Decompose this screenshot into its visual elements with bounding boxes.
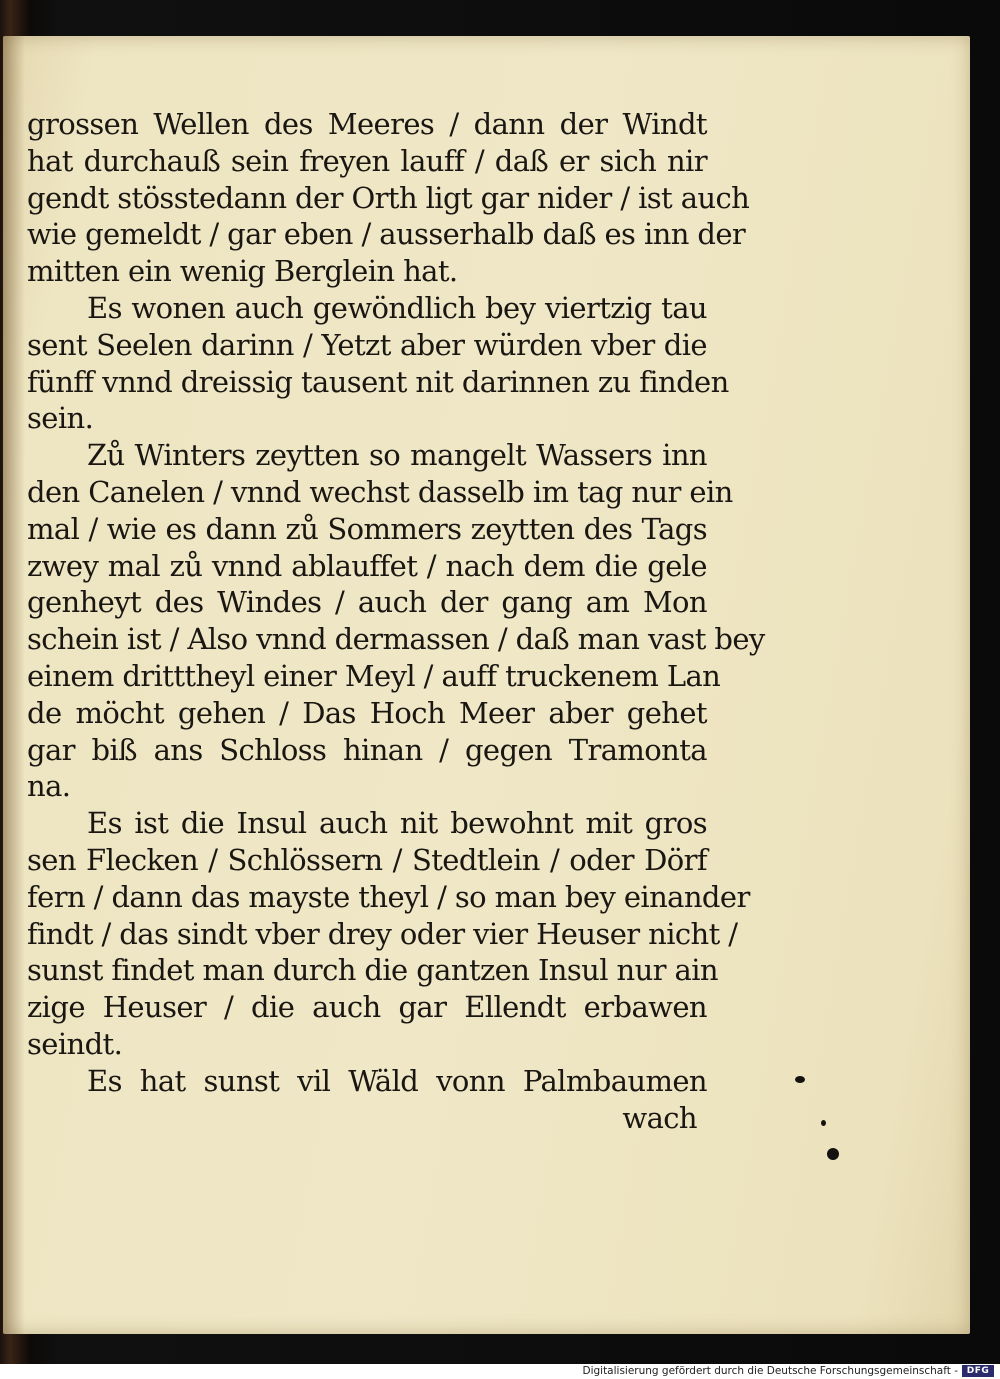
text-line: sunst findet man durch die gantzen Insul nur ain (27, 953, 719, 988)
text-line: zige Heuser / die auch gar Ellendt erbawen (27, 990, 707, 1025)
ink-speck (821, 1120, 826, 1126)
text-line: fünff vnnd dreissig tausent nit darinnen zu finden (27, 364, 729, 399)
ink-speck (795, 1076, 805, 1083)
funding-credit: Digitalisierung gefördert durch die Deutsche Forschungsgemeinschaft - (582, 1365, 958, 1377)
text-line: mitten ein wenig Berglein hat. (27, 254, 458, 289)
text-line: de möcht gehen / Das Hoch Meer aber gehet (27, 695, 707, 730)
text-line: einem dritttheyl einer Meyl / auff truckenem Lan (27, 658, 721, 693)
text-line: na. (27, 769, 71, 804)
text-line: grossen Wellen des Meeres / dann der Windt (27, 107, 707, 141)
text-line: fern / dann das mayste theyl / so man bey einander (27, 879, 750, 914)
text-line: genheyt des Windes / auch der gang am Mon (27, 585, 707, 620)
text-line: gar biß ans Schloss hinan / gegen Tramonta (27, 732, 707, 767)
text-line: sen Flecken / Schlössern / Stedtlein / oder Dörf (27, 842, 707, 877)
text-line: Es ist die Insul auch nit bewohnt mit gros (87, 806, 707, 841)
text-line: wie gemeldt / gar eben / ausserhalb daß es inn der (27, 217, 746, 252)
ink-speck (827, 1148, 839, 1160)
text-line: seindt. (27, 1026, 123, 1061)
dfg-logo: DFG (962, 1365, 994, 1377)
text-line: den Canelen / vnnd wechst dasselb im tag nur ein (27, 474, 733, 509)
text-line: Es hat sunst vil Wäld vonn Palmbaumen (87, 1063, 707, 1098)
text-line: schein ist / Also vnnd dermassen / daß man vast bey (27, 622, 765, 657)
text-line: hat durchauß sein freyen lauff / daß er sich nir (27, 143, 707, 178)
text-line: sent Seelen darinn / Yetzt aber würden vber die (27, 327, 707, 362)
text-line: gendt stösstedann der Orth ligt gar nider / ist auch (27, 180, 750, 215)
footer-bar (0, 1364, 1000, 1379)
text-line: zwey mal zů vnnd ablauffet / nach dem die gele (27, 548, 707, 583)
text-line: mal / wie es dann zů Sommers zeytten des Tags (27, 511, 707, 546)
text-line: Es wonen auch gewöndlich bey viertzig tau (87, 290, 707, 325)
text-line: Zů Winters zeytten so mangelt Wassers inn (87, 438, 707, 473)
page-text (27, 106, 765, 1136)
catchword: wach (622, 1100, 697, 1135)
book-page (3, 36, 970, 1334)
page-edge-shadow (3, 36, 25, 1334)
text-line: sein. (27, 401, 94, 436)
text-line: findt / das sindt vber drey oder vier Heuser nicht / (27, 916, 738, 951)
